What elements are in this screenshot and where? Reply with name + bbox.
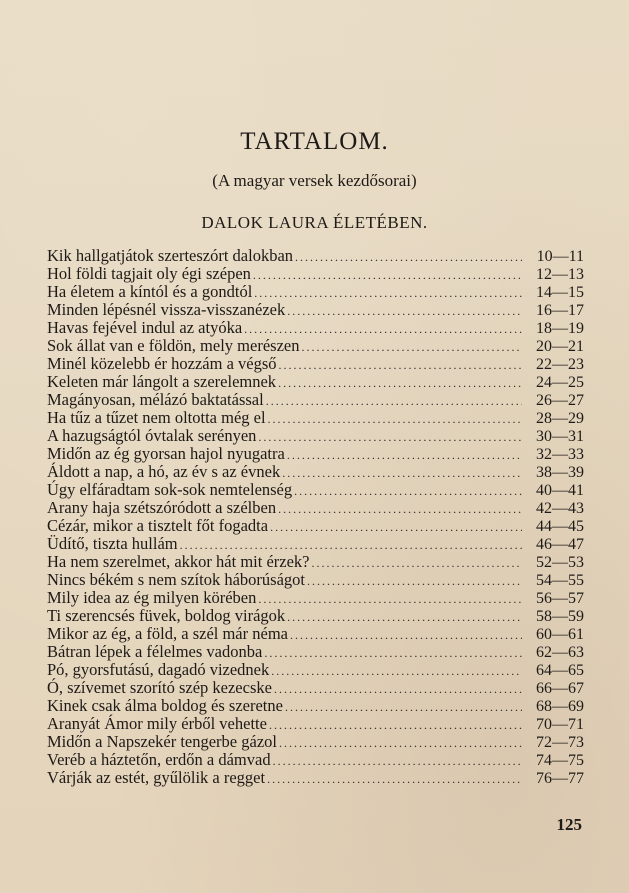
toc-entry-text: Ha tűz a tűzet nem oltotta még el — [47, 408, 266, 427]
toc-entry-text: Várják az estét, gyűlölik a regget — [47, 768, 266, 787]
toc-entry-text: A hazugságtól óvtalak serényen — [47, 426, 257, 445]
toc-entry-pages: 24—25 — [536, 374, 584, 391]
toc-entry-text: Ha nem szerelmet, akkor hát mit érzek? — [47, 552, 310, 571]
toc-entry-pages: 10—11 — [536, 248, 584, 265]
toc-entry — [47, 679, 584, 697]
toc-entry-pages: 54—55 — [536, 572, 584, 589]
toc-entry-pages: 56—57 — [536, 590, 584, 607]
dot-leader — [274, 680, 522, 698]
dot-leader — [290, 626, 522, 644]
dot-leader — [282, 464, 522, 482]
toc-entry-text: Hol földi tagjait oly égi szépen — [47, 264, 251, 283]
toc-entry — [47, 283, 584, 301]
toc-entry — [47, 373, 584, 391]
page-subtitle: (A magyar versek kezdősorai) — [212, 171, 417, 190]
toc-entry — [47, 571, 584, 589]
toc-entry-text: Mikor az ég, a föld, a szél már néma — [47, 624, 288, 643]
toc-entry — [47, 391, 584, 409]
toc-entry — [47, 463, 584, 481]
dot-leader — [266, 392, 522, 410]
dot-leader — [279, 734, 522, 752]
toc-entry-text: Keleten már lángolt a szerelemnek — [47, 372, 277, 391]
toc-entry-pages: 38—39 — [536, 464, 584, 481]
toc-entry-pages: 72—73 — [536, 734, 584, 751]
toc-entry-pages: 22—23 — [536, 356, 584, 373]
toc-entry — [47, 589, 584, 607]
page-title: TARTALOM. — [240, 128, 389, 155]
toc-entry-text: Magányosan, mélázó baktatással — [47, 390, 264, 409]
toc-entry — [47, 661, 584, 679]
toc-entry — [47, 337, 584, 355]
toc-entry-pages: 40—41 — [536, 482, 584, 499]
dot-leader — [270, 518, 522, 536]
toc-entry — [47, 481, 584, 499]
toc-entry — [47, 553, 584, 571]
toc-entry-text: Minden lépésnél vissza-visszanézek — [47, 300, 286, 319]
toc-entry-text: Midőn az ég gyorsan hajol nyugatra — [47, 444, 285, 463]
toc-entry — [47, 499, 584, 517]
dot-leader — [264, 644, 522, 662]
toc-entry-text: Üdítő, tiszta hullám — [47, 534, 178, 553]
dot-leader — [295, 248, 522, 266]
toc-entry-pages: 58—59 — [536, 608, 584, 625]
dot-leader — [267, 770, 522, 788]
toc-entry-pages: 16—17 — [536, 302, 584, 319]
toc-entry-text: Pó, gyorsfutású, dagadó vizednek — [47, 660, 270, 679]
toc-entry-text: Bátran lépek a félelmes vadonba — [47, 642, 263, 661]
toc-entry — [47, 535, 584, 553]
toc-entry-pages: 42—43 — [536, 500, 584, 517]
toc-entry-pages: 66—67 — [536, 680, 584, 697]
dot-leader — [279, 356, 522, 374]
toc-entry-text: Havas fejével indul az atyóka — [47, 318, 243, 337]
toc-entry-text: Ó, szívemet szorító szép kezecske — [47, 678, 272, 697]
dot-leader — [268, 410, 522, 428]
toc-entry-pages: 18—19 — [536, 320, 584, 337]
toc-entry — [47, 301, 584, 319]
toc-entry-text: Mily idea az ég milyen körében — [47, 588, 257, 607]
dot-leader — [273, 752, 522, 770]
toc-entry-text: Kinek csak álma boldog és szeretne — [47, 696, 283, 715]
toc-entry-text: Veréb a háztetőn, erdőn a dámvad — [47, 750, 271, 769]
toc-entry-pages: 70—71 — [536, 716, 584, 733]
dot-leader — [254, 284, 522, 302]
dot-leader — [312, 554, 522, 572]
toc-entry-text: Aranyát Ámor mily érből vehette — [47, 714, 267, 733]
dot-leader — [287, 302, 522, 320]
toc-entry-pages: 62—63 — [536, 644, 584, 661]
toc-entry — [47, 607, 584, 625]
toc-entry-text: Ti szerencsés füvek, boldog virágok — [47, 606, 286, 625]
toc-entry — [47, 769, 584, 787]
toc-entry — [47, 625, 584, 643]
toc-entry-text: Kik hallgatjátok szerteszórt dalokban — [47, 246, 294, 265]
dot-leader — [253, 266, 522, 284]
toc-entry-text: Ha életem a kíntól és a gondtól — [47, 282, 253, 301]
toc-entry — [47, 733, 584, 751]
toc-entry — [47, 445, 584, 463]
toc-entry-pages: 20—21 — [536, 338, 584, 355]
toc-entry-text: Minél közelebb ér hozzám a végső — [47, 354, 277, 373]
toc-entry-pages: 68—69 — [536, 698, 584, 715]
toc-entry-pages: 74—75 — [536, 752, 584, 769]
dot-leader — [294, 482, 522, 500]
toc-entry — [47, 247, 584, 265]
section-heading: DALOK LAURA ÉLETÉBEN. — [201, 213, 428, 232]
dot-leader — [278, 500, 522, 518]
dot-leader — [258, 590, 522, 608]
table-of-contents — [47, 247, 584, 787]
toc-entry-pages: 76—77 — [536, 770, 584, 787]
toc-entry-text: Midőn a Napszekér tengerbe gázol — [47, 732, 277, 751]
toc-entry — [47, 427, 584, 445]
dot-leader — [287, 446, 522, 464]
toc-entry-pages: 14—15 — [536, 284, 584, 301]
toc-entry-pages: 52—53 — [536, 554, 584, 571]
toc-entry-text: Nincs békém s nem szítok háborúságot — [47, 570, 305, 589]
toc-entry-text: Arany haja szétszóródott a szélben — [47, 498, 277, 517]
toc-entry-text: Áldott a nap, a hó, az év s az évnek — [47, 462, 281, 481]
toc-entry-pages: 12—13 — [536, 266, 584, 283]
toc-entry-text: Cézár, mikor a tisztelt főt fogadta — [47, 516, 269, 535]
toc-entry-pages: 46—47 — [536, 536, 584, 553]
toc-entry — [47, 319, 584, 337]
dot-leader — [278, 374, 522, 392]
toc-entry — [47, 643, 584, 661]
toc-entry — [47, 517, 584, 535]
page-number: 125 — [556, 815, 582, 834]
toc-entry — [47, 409, 584, 427]
toc-entry — [47, 715, 584, 733]
toc-entry-pages: 32—33 — [536, 446, 584, 463]
toc-entry — [47, 355, 584, 373]
toc-entry-pages: 30—31 — [536, 428, 584, 445]
toc-entry — [47, 751, 584, 769]
dot-leader — [258, 428, 522, 446]
toc-entry-pages: 64—65 — [536, 662, 584, 679]
toc-entry-text: Úgy elfáradtam sok-sok nemtelenség — [47, 480, 293, 499]
dot-leader — [301, 338, 522, 356]
toc-entry-pages: 26—27 — [536, 392, 584, 409]
dot-leader — [285, 698, 522, 716]
dot-leader — [269, 716, 522, 734]
toc-entry — [47, 697, 584, 715]
dot-leader — [307, 572, 522, 590]
dot-leader — [271, 662, 522, 680]
dot-leader — [287, 608, 522, 626]
toc-entry-pages: 60—61 — [536, 626, 584, 643]
toc-entry — [47, 265, 584, 283]
toc-entry-text: Sok állat van e földön, mely merészen — [47, 336, 300, 355]
toc-entry-pages: 28—29 — [536, 410, 584, 427]
toc-entry-pages: 44—45 — [536, 518, 584, 535]
